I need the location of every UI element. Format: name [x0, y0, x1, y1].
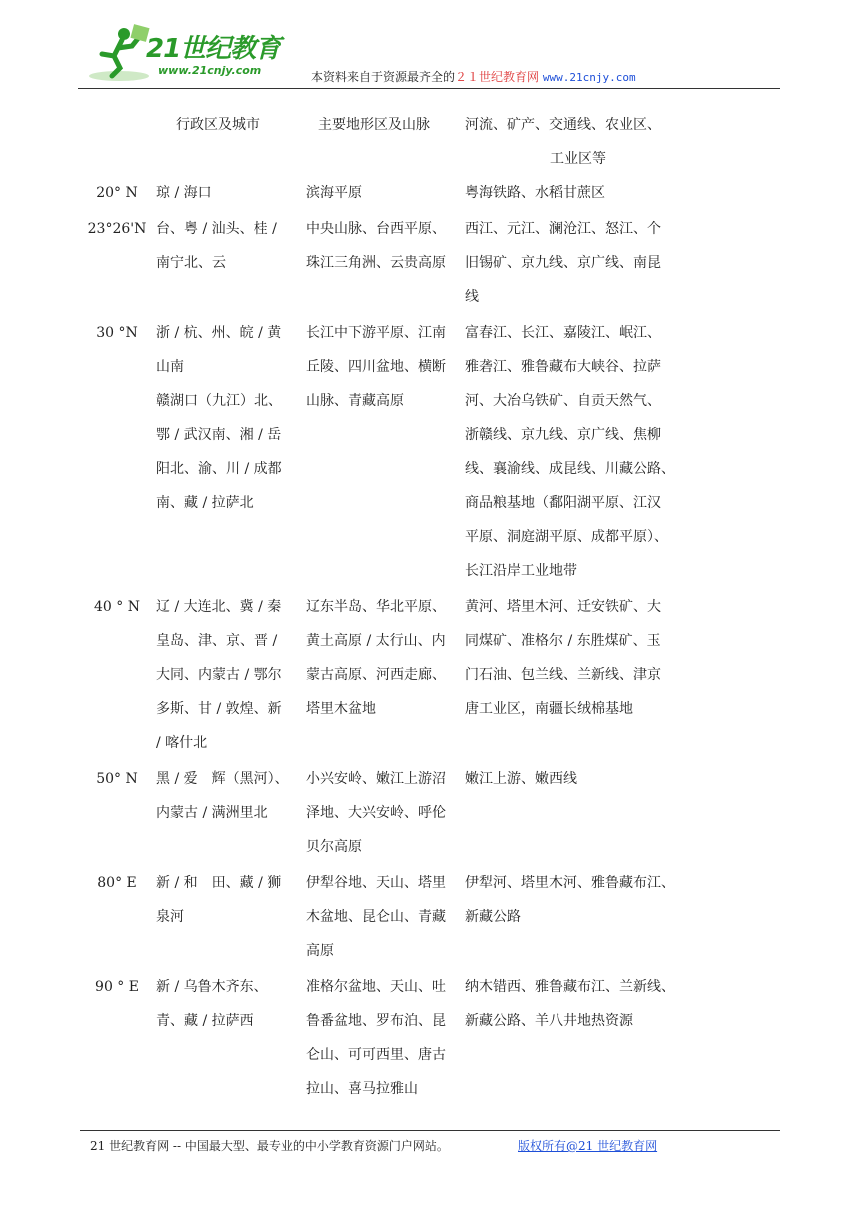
column-header-other-line2: 工业区等 [550, 151, 606, 167]
cell-line: 粤海铁路、水稻甘蔗区 [465, 185, 605, 201]
cell-line: 浙赣线、京九线、京广线、焦柳 [465, 427, 661, 443]
cell-latitude [80, 176, 154, 210]
footer-copyright-link[interactable]: 版权所有@21 世纪教育网 [518, 1139, 658, 1153]
logo-url: www.21cnjy.com [158, 64, 262, 77]
cell-admin-cities [156, 866, 296, 934]
cell-line: 雅砻江、雅鲁藏布大峡谷、拉萨 [465, 359, 661, 375]
latitude-label: 40 ° N [94, 599, 140, 615]
cell-latitude [80, 316, 154, 350]
footer-divider [80, 1130, 780, 1131]
cell-admin-cities [156, 970, 296, 1038]
cell-line: 新 / 和 田、藏 / 狮 [156, 875, 282, 891]
runner-logo-icon [84, 24, 154, 84]
cell-line: 黄河、塔里木河、迁安铁矿、大 [465, 599, 661, 615]
cell-line: 台、粤 / 汕头、桂 / [156, 221, 277, 237]
cell-line: 泉河 [156, 909, 184, 925]
cell-admin-cities [156, 590, 296, 760]
cell-line: 山南 [156, 359, 184, 375]
cell-rivers-resources [465, 590, 691, 726]
cell-line: 高原 [306, 943, 334, 959]
cell-line: 平原、洞庭湖平原、成都平原）、 [465, 529, 668, 545]
page-header [78, 22, 780, 92]
cell-terrain [306, 176, 456, 210]
cell-line: 同煤矿、准格尔 / 东胜煤矿、玉 [465, 633, 661, 649]
cell-line: 浙 / 杭、州、皖 / 黄 [156, 325, 282, 341]
cell-line: 山脉、青藏高原 [306, 393, 404, 409]
cell-line: 新藏公路 [465, 909, 521, 925]
cell-line: 鲁番盆地、罗布泊、昆 [306, 1013, 446, 1029]
cell-line: 线、襄渝线、成昆线、川藏公路、 [465, 461, 675, 477]
cell-line: 新 / 乌鲁木齐东、 [156, 979, 268, 995]
cell-terrain [306, 970, 456, 1106]
header-site-url[interactable]: www.21cnjy.com [542, 71, 636, 84]
table-row [80, 866, 700, 970]
cell-line: 富春江、长江、嘉陵江、岷江、 [465, 325, 661, 341]
latitude-label: 23°26'N [87, 221, 147, 237]
cell-line: 阳北、渝、川 / 成都 [156, 461, 282, 477]
cell-line: 拉山、喜马拉雅山 [306, 1081, 418, 1097]
cell-line: 唐工业区，南疆长绒棉基地 [465, 701, 633, 717]
header-site-name[interactable]: ２１世纪教育网 [455, 70, 540, 84]
cell-line: 新藏公路、羊八井地热资源 [465, 1013, 633, 1029]
cell-line: 中央山脉、台西平原、 [306, 221, 446, 237]
cell-line: 仑山、可可西里、唐古 [306, 1047, 446, 1063]
cell-latitude [80, 590, 154, 624]
cell-line: 塔里木盆地 [306, 701, 376, 717]
cell-latitude [80, 762, 154, 796]
cell-line: 贝尔高原 [306, 839, 362, 855]
cell-rivers-resources [465, 316, 691, 588]
cell-terrain [306, 866, 456, 968]
cell-latitude [80, 970, 154, 1004]
cell-line: 皇岛、津、京、晋 / [156, 633, 278, 649]
cell-line: 小兴安岭、嫩江上游沼 [306, 771, 446, 787]
cell-line: 赣湖口（九江）北、 [156, 393, 282, 409]
cell-terrain [306, 212, 456, 280]
cell-line: 伊犁谷地、天山、塔里 [306, 875, 446, 891]
footer-text: 21 世纪教育网 -- 中国最大型、最专业的中小学教育资源门户网站。 [90, 1139, 449, 1153]
column-header-terrain: 主要地形区及山脉 [318, 117, 430, 133]
table-row [80, 176, 700, 212]
cell-line: 嫩江上游、嫩西线 [465, 771, 577, 787]
column-header-other-line1: 河流、矿产、交通线、农业区、 [465, 117, 661, 133]
cell-admin-cities [156, 176, 296, 210]
cell-line: 线 [465, 289, 479, 305]
table-row [80, 212, 700, 316]
latitude-label: 90 ° E [95, 979, 139, 995]
header-divider [78, 88, 780, 89]
table-header-row [80, 108, 700, 176]
cell-terrain [306, 762, 456, 864]
cell-line: / 喀什北 [156, 735, 208, 751]
cell-line: 大同、内蒙古 / 鄂尔 [156, 667, 282, 683]
cell-line: 黑 / 爱 辉（黑河）、 [156, 771, 289, 787]
cell-rivers-resources [465, 866, 691, 934]
column-header-admin: 行政区及城市 [176, 117, 260, 133]
cell-admin-cities [156, 212, 296, 280]
cell-line: 辽 / 大连北、冀 / 秦 [156, 599, 282, 615]
latitude-label: 20° N [96, 185, 138, 201]
latitude-label: 50° N [96, 771, 138, 787]
cell-rivers-resources [465, 212, 691, 314]
cell-rivers-resources [465, 176, 691, 210]
cell-terrain [306, 590, 456, 726]
cell-admin-cities [156, 316, 296, 520]
cell-line: 泽地、大兴安岭、呼伦 [306, 805, 446, 821]
cell-line: 南宁北、云 [156, 255, 226, 271]
table-row [80, 316, 700, 590]
cell-line: 长江中下游平原、江南 [306, 325, 446, 341]
cell-line: 鄂 / 武汉南、湘 / 岳 [156, 427, 282, 443]
table-row [80, 970, 700, 1108]
cell-line: 商品粮基地（鄱阳湖平原、江汉 [465, 495, 661, 511]
cell-line: 伊犁河、塔里木河、雅鲁藏布江、 [465, 875, 675, 891]
cell-line: 长江沿岸工业地带 [465, 563, 577, 579]
logo-wordmark: 21世纪教育 [146, 34, 281, 64]
cell-line: 珠江三角洲、云贵高原 [306, 255, 446, 271]
cell-line: 黄土高原 / 太行山、内 [306, 633, 446, 649]
cell-rivers-resources [465, 970, 691, 1038]
cell-line: 琼 / 海口 [156, 185, 212, 201]
cell-line: 南、藏 / 拉萨北 [156, 495, 254, 511]
cell-latitude [80, 212, 154, 246]
geography-table [80, 108, 700, 1108]
cell-line: 辽东半岛、华北平原、 [306, 599, 446, 615]
header-note-text: 本资料来自于资源最齐全的 [311, 70, 456, 84]
cell-line: 纳木错西、雅鲁藏布江、兰新线、 [465, 979, 675, 995]
cell-line: 多斯、甘 / 敦煌、新 [156, 701, 282, 717]
cell-line: 门石油、包兰线、兰新线、津京 [465, 667, 661, 683]
cell-line: 丘陵、四川盆地、横断 [306, 359, 446, 375]
table-row [80, 762, 700, 866]
cell-line: 滨海平原 [306, 185, 362, 201]
latitude-label: 80° E [97, 875, 137, 891]
cell-line: 蒙古高原、河西走廊、 [306, 667, 446, 683]
cell-line: 河、大冶乌铁矿、自贡天然气、 [465, 393, 661, 409]
header-note [311, 68, 636, 85]
cell-line: 内蒙古 / 满洲里北 [156, 805, 268, 821]
page-footer [90, 1137, 658, 1154]
cell-line: 旧锡矿、京九线、京广线、南昆 [465, 255, 661, 271]
cell-rivers-resources [465, 762, 691, 796]
cell-line: 木盆地、昆仑山、青藏 [306, 909, 446, 925]
column-header-other [465, 108, 691, 176]
cell-latitude [80, 866, 154, 900]
site-logo[interactable] [84, 22, 284, 88]
cell-admin-cities [156, 762, 296, 830]
table-row [80, 590, 700, 762]
latitude-label: 30 °N [96, 325, 138, 341]
cell-line: 青、藏 / 拉萨西 [156, 1013, 254, 1029]
cell-line: 准格尔盆地、天山、吐 [306, 979, 446, 995]
cell-terrain [306, 316, 456, 418]
cell-line: 西江、元江、澜沧江、怒江、个 [465, 221, 661, 237]
